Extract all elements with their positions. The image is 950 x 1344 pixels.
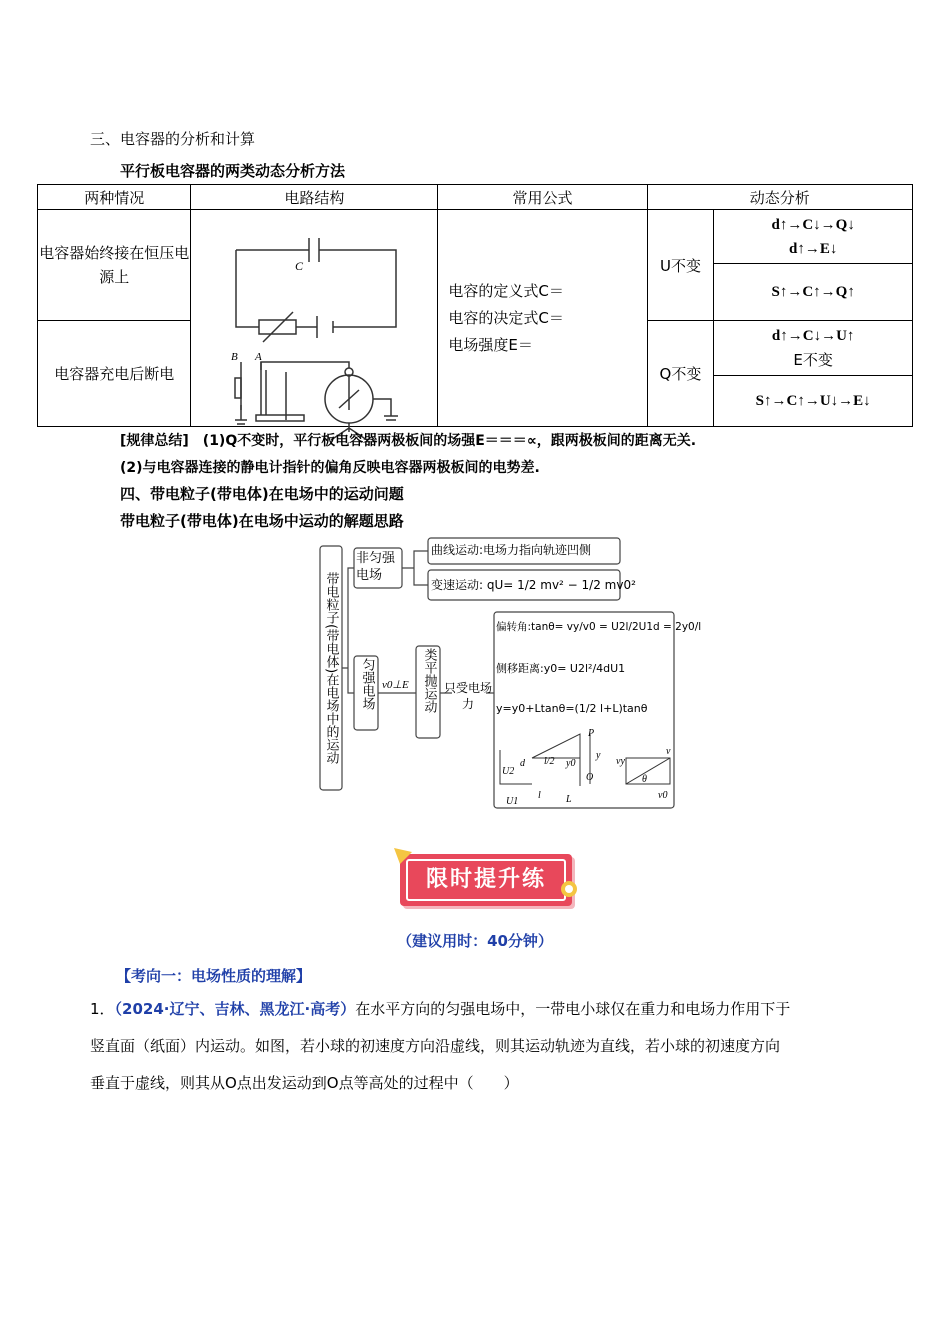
diagram-label-7: U1 xyxy=(506,796,519,807)
banner-ring-icon xyxy=(558,878,580,900)
banner-triangle-icon xyxy=(392,846,414,868)
flow-speed: 变速运动: qU= 1/2 mv² − 1/2 mv0² xyxy=(431,578,636,592)
question1 xyxy=(90,991,880,1102)
dyn1b: d↑→E↓ xyxy=(788,240,838,257)
header-formulas: 常用公式 xyxy=(438,185,647,210)
topic1-title: 【考向一：电场性质的理解】 xyxy=(116,967,312,985)
dyn3a: d↑→C↓→U↑ xyxy=(771,328,855,344)
q1-line1: 在水平方向的匀强电场中，一带电小球仅在重力和电场力作用下于 xyxy=(355,1000,791,1018)
q1-line2: 竖直面（纸面）内运动。如图，若小球的初速度方向沿虚线，则其运动轨迹为直线，若小球的初速度方向 xyxy=(90,1037,781,1055)
q-constant: Q不变 xyxy=(647,321,714,427)
diagram-label-1: y xyxy=(596,750,601,761)
q1-line3: 垂直于虚线，则其从O点出发运动到O点等高处的过程中（ ） xyxy=(90,1074,519,1092)
q1-number: 1． xyxy=(90,1000,115,1018)
diagram-label-10: vy xyxy=(616,756,625,767)
dyn-row2: S↑→C↑→Q↑ xyxy=(714,264,913,321)
formula-definition: 电容的定义式C＝ xyxy=(448,281,564,300)
practice-banner xyxy=(400,854,572,906)
flow-curve: 曲线运动:电场力指向轨迹凹侧 xyxy=(431,543,592,557)
diagram-label-12: θ xyxy=(642,774,647,785)
diagram-label-0: P xyxy=(588,728,595,739)
header-cases: 两种情况 xyxy=(38,185,191,210)
flow-only: 只受电场力 xyxy=(443,681,492,711)
time-hint: （建议用时：40分钟） xyxy=(397,932,553,950)
flowchart xyxy=(318,536,702,812)
flow-deflect-angle: 偏转角:tanθ= vy/v0 = U2l/2U1d = 2y0/l xyxy=(496,621,702,633)
dyn1a: d↑→C↓→Q↓ xyxy=(771,216,855,233)
row1-case: 电容器始终接在恒压电源上 xyxy=(38,210,191,321)
diagram-label-6: l/2 xyxy=(544,756,555,767)
diagram-label-11: v xyxy=(666,746,671,757)
summary-line1: [规律总结] (1)Q不变时，平行板电容器两极板间的场强E＝＝＝∝，跟两极板间的距离无关. xyxy=(120,433,697,449)
circuit-cell xyxy=(191,210,438,427)
diagram-label-2: O xyxy=(586,772,594,783)
header-circuit: 电路结构 xyxy=(191,185,438,210)
diagram-label-5: y0 xyxy=(566,758,576,769)
plate-a-label: A xyxy=(255,351,263,363)
dyn-row1 xyxy=(714,210,913,264)
formulas-cell xyxy=(438,210,647,427)
formula-field: 电场强度E＝ xyxy=(448,335,533,354)
flow-deflect-dist: 侧移距离:y0= U2l²/4dU1 xyxy=(496,662,626,675)
dyn-row4: S↑→C↑→U↓→E↓ xyxy=(714,376,913,427)
summary-line2: (2)与电容器连接的静电计指针的偏角反映电容器两极板间的电势差. xyxy=(120,460,540,476)
banner-text: 限时提升练 xyxy=(406,859,566,901)
formula-determination: 电容的决定式C＝ xyxy=(448,308,564,327)
dyn3b: E不变 xyxy=(793,351,833,369)
row2-case: 电容器充电后断电 xyxy=(38,321,191,427)
q1-source: （2024·辽宁、吉林、黑龙江·高考） xyxy=(114,1000,356,1018)
flow-perp: v0⊥E xyxy=(382,679,409,691)
dyn-row3 xyxy=(714,321,913,376)
section3-subtitle: 平行板电容器的两类动态分析方法 xyxy=(120,162,346,180)
diagram-label-3: U2 xyxy=(502,766,515,777)
diagram-label-8: l xyxy=(538,790,541,801)
flow-nonuniform: 非匀强电场 xyxy=(356,551,396,583)
header-dynamics: 动态分析 xyxy=(647,185,912,210)
circuit-diagrams xyxy=(191,210,437,426)
section4-subtitle: 带电粒子(带电体)在电场中运动的解题思路 xyxy=(120,512,404,530)
diagram-label-4: d xyxy=(520,758,525,769)
flow-y-formula: y=y0+Ltanθ=(1/2 l+L)tanθ xyxy=(496,702,648,715)
section4-title: 四、带电粒子(带电体)在电场中的运动问题 xyxy=(120,485,404,503)
u-constant: U不变 xyxy=(647,210,714,321)
plate-b-label: B xyxy=(231,351,239,363)
flow-root: 带电粒子(带电体)在电场中的运动 xyxy=(323,571,339,765)
section3-title: 三、电容器的分析和计算 xyxy=(90,130,256,148)
diagram-label-13: v0 xyxy=(658,790,668,801)
flow-projectile: 类平抛运动 xyxy=(421,648,437,713)
diagram-label-9: L xyxy=(566,794,572,805)
flow-uniform: 匀强电场 xyxy=(359,658,375,710)
capacitor-analysis-table xyxy=(37,184,913,427)
cap-label: C xyxy=(295,259,304,273)
